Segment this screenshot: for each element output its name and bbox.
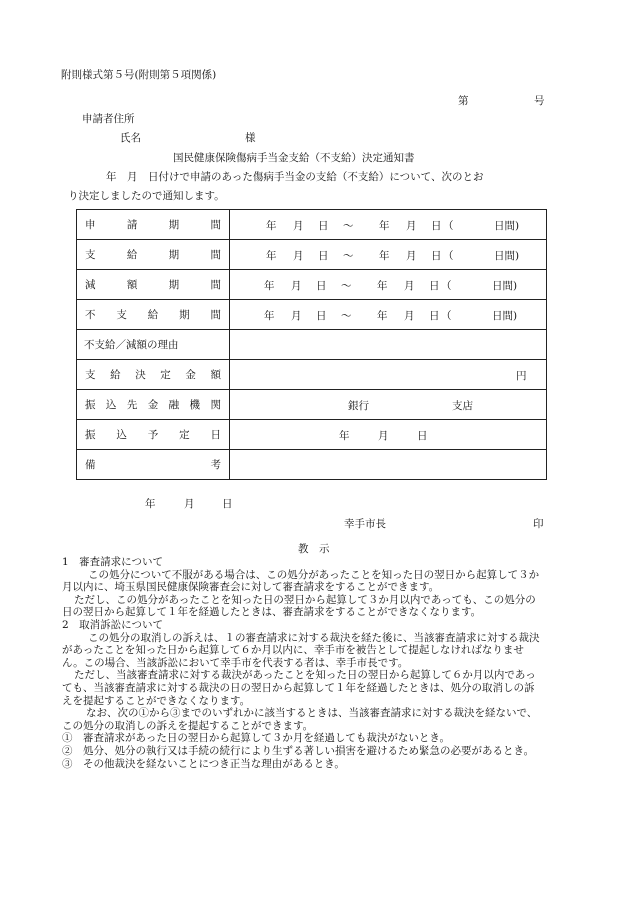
transfer-date-value: 年 月 日 <box>339 430 428 442</box>
period-value-payment: 年 月 日 ～ 年 月 日 （ 日間) <box>266 250 520 262</box>
seal-mark: 印 <box>533 518 544 530</box>
section-2-paragraph-1: この処分の取消しの訴えは、１の審査請求に対する裁決を経た後に、当該審査請求に対する裁決があったことを知った日から起算して６か月以内に、幸手市を被告として提起しなければなりません。この場合、当該訴訟において幸手市を代表する者は、幸手市長です。 <box>62 631 540 669</box>
period-value-nonpayment: 年 月 日 ～ 年 月 日 （ 日間) <box>264 310 518 322</box>
bank-label-ginko: 銀行 <box>348 400 369 412</box>
remarks-value-cell <box>230 450 547 480</box>
honorific-sama: 様 <box>245 132 256 144</box>
form-reference: 附則様式第５号(附則第５項関係) <box>61 69 217 81</box>
instructions-body <box>62 556 540 770</box>
section-1-paragraph-2: ただし、この処分があったことを知った日の翌日から起算して３か月以内であっても、この処分の日の翌日から起算して１年を経過したときは、審査請求をすることができなくなります。 <box>62 593 536 619</box>
label-application-period: 申 請 期 間 <box>85 219 221 231</box>
table-row-nonpayment-period <box>77 300 547 330</box>
section-1-paragraph-1: この処分について不服がある場合は、この処分があったことを知った日の翌日から起算して３か月以内に、埼玉県国民健康保険審査会に対して審査請求をすることができます。 <box>62 568 540 594</box>
number-label-go: 号 <box>534 95 545 107</box>
document-title: 国民健康保険傷病手当金支給（不支給）決定通知書 <box>173 152 415 164</box>
label-payment-period: 支 給 期 間 <box>85 249 221 261</box>
table-row-reason <box>77 330 547 360</box>
section-1-heading: 1 審査請求について <box>62 556 163 568</box>
label-transfer-date: 振 込 予 定 日 <box>85 429 221 441</box>
period-value-application: 年 月 日 ～ 年 月 日 （ 日間) <box>266 220 520 232</box>
table-row-application-period <box>77 210 547 240</box>
exception-item-3: ③ その他裁決を経ないことにつき正当な理由があるとき。 <box>62 757 345 770</box>
table-row-bank <box>77 390 547 420</box>
amount-unit-yen: 円 <box>516 370 527 382</box>
notice-date-month: 月 <box>184 498 195 510</box>
section-2-paragraph-3: なお、次の①から③までのいずれかに該当するときは、当該審査請求に対する裁決を経ないで、この処分の取消しの訴えを提起することができます。 <box>62 707 538 732</box>
section-2-paragraph-2: ただし、当該審査請求に対する裁決があったことを知った日の翌日から起算して６か月以内であっても、当該審査請求に対する裁決の日の翌日から起算して１年を経過したときは、処分の取消しの訴えを提起することができなくなります。 <box>62 669 536 707</box>
mayor-name: 幸手市長 <box>344 518 386 530</box>
intro-line-2: り決定しましたので通知します。 <box>68 190 225 202</box>
table-row-transfer-date <box>77 420 547 450</box>
label-nonpayment-period: 不 支 給 期 間 <box>85 309 221 321</box>
instructions-title: 教 示 <box>298 543 330 555</box>
applicant-address-label: 申請者住所 <box>82 113 135 125</box>
exception-item-2: ② 処分、処分の執行又は手続の続行により生ずる著しい損害を避けるため緊急の必要があるとき。 <box>62 744 535 757</box>
table-row-amount <box>77 360 547 390</box>
section-2-heading: 2 取消訴訟について <box>62 618 163 631</box>
label-reason: 不支給／減額の理由 <box>84 339 179 351</box>
table-row-payment-period <box>77 240 547 270</box>
label-amount: 支 給 決 定 金 額 <box>85 369 221 381</box>
applicant-name-label: 氏名 <box>120 132 141 144</box>
amount-value <box>230 360 546 389</box>
decision-table <box>76 209 547 480</box>
notice-date-year: 年 <box>145 498 156 510</box>
label-remarks: 備 考 <box>85 459 221 471</box>
label-bank: 振 込 先 金 融 機 関 <box>85 399 221 411</box>
bank-value <box>230 390 546 419</box>
exception-item-1: ① 審査請求があった日の翌日から起算して３か月を経過しても裁決がないとき。 <box>62 732 450 745</box>
period-value-reduction: 年 月 日 ～ 年 月 日 （ 日間) <box>264 280 518 292</box>
table-row-remarks <box>77 450 547 480</box>
intro-line-1: 年 月 日付けで申請のあった傷病手当金の支給（不支給）について、次のとお <box>106 171 484 183</box>
notice-date-day: 日 <box>222 498 233 510</box>
reason-value-cell <box>230 330 547 360</box>
label-reduction-period: 減 額 期 間 <box>85 279 221 291</box>
number-label-dai: 第 <box>458 95 469 107</box>
branch-label-shiten: 支店 <box>452 400 473 412</box>
table-row-reduction-period <box>77 270 547 300</box>
